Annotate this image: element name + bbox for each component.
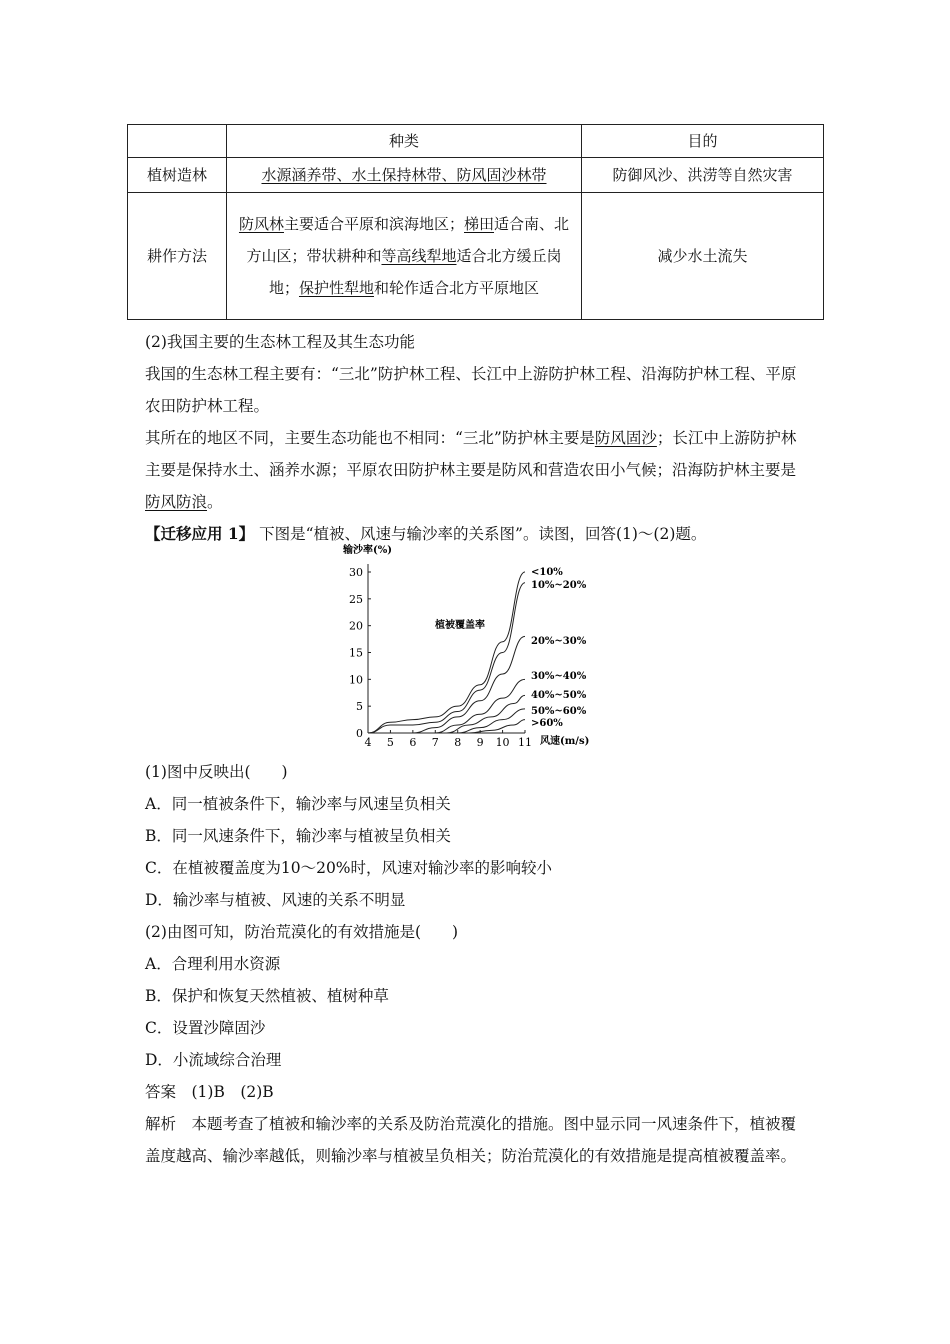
sub-heading: (2)我国主要的生态林工程及其生态功能 xyxy=(145,333,415,351)
question: (2)由图可知，防治荒漠化的有效措施是( ) xyxy=(145,923,459,941)
y-tick-label: 0 xyxy=(356,727,363,740)
option: D．输沙率与植被、风速的关系不明显 xyxy=(145,891,406,909)
series-line xyxy=(469,720,525,733)
types-text: 适合北方缓丘岗地； xyxy=(268,247,562,297)
x-tick-label: 9 xyxy=(476,736,484,749)
x-tick-label: 8 xyxy=(454,736,462,749)
row-types xyxy=(227,158,582,193)
analysis: 解析 本题考查了植被和输沙率的关系及防治荒漠化的措施。图中显示同一风速条件下，植被覆盖度越高、输沙率越低，则输沙率与植被呈负相关；防治荒漠化的有效措施是提高植被覆盖率。 xyxy=(145,1115,797,1165)
underlined-term: 梯田 xyxy=(464,215,495,233)
x-tick-label: 11 xyxy=(518,736,532,749)
underlined-types: 水源涵养带、水土保持林带、防风固沙林带 xyxy=(261,166,547,184)
x-tick-label: 6 xyxy=(409,736,417,749)
series-label: 20%~30% xyxy=(531,636,587,647)
row-label: 植树造林 xyxy=(128,158,227,193)
exercise-text: 下图是“植被、风速与输沙率的关系图”。读图，回答(1)～(2)题。 xyxy=(259,525,707,543)
y-tick-label: 25 xyxy=(349,592,363,606)
underlined-term: 保护性犁地 xyxy=(298,279,374,297)
series-label: 30%~40% xyxy=(531,671,587,682)
option: D．小流域综合治理 xyxy=(145,1051,282,1069)
series-label: <10% xyxy=(531,567,563,578)
table-header-cell xyxy=(128,125,227,158)
para-text: 。 xyxy=(207,493,223,511)
measures-table xyxy=(127,124,824,320)
table-header-cell: 种类 xyxy=(227,125,582,158)
types-text: 适合南、北方山区；带状耕种和 xyxy=(246,215,570,265)
table-row xyxy=(128,158,824,193)
y-tick-label: 20 xyxy=(349,619,363,633)
x-tick-label: 4 xyxy=(364,736,372,749)
option: B．同一风速条件下，输沙率与植被呈负相关 xyxy=(145,827,451,845)
table-row xyxy=(128,193,824,320)
underlined-term: 防风固沙 xyxy=(594,429,657,447)
row-types xyxy=(227,193,582,320)
paragraph: 我国的生态林工程主要有：“三北”防护林工程、长江中上游防护林工程、沿海防护林工程、平原农田防护林工程。 xyxy=(145,365,797,415)
y-axis-label: 输沙率(%) xyxy=(343,545,392,556)
x-tick-label: 10 xyxy=(495,736,510,749)
exercise-label: 【迁移应用 1】 xyxy=(145,524,255,543)
x-axis-label: 风速(m/s) xyxy=(540,736,590,747)
para-text: ；长江中上游防护林主要是保持水土、涵养水源；平原农田防护林主要是防风和营造农田小气候；沿海防护林主要是 xyxy=(145,429,797,479)
answer: 答案 (1)B (2)B xyxy=(145,1083,274,1101)
types-text: 主要适合平原和滨海地区； xyxy=(283,215,464,233)
y-tick-label: 30 xyxy=(349,566,363,579)
x-tick-label: 7 xyxy=(431,736,439,749)
chart-lines xyxy=(368,572,525,733)
option: B．保护和恢复天然植被、植树种草 xyxy=(145,987,389,1005)
underlined-term: 防风防浪 xyxy=(145,493,208,511)
option: C．设置沙障固沙 xyxy=(145,1019,266,1037)
chart-legend xyxy=(531,567,587,729)
table-header-cell: 目的 xyxy=(582,125,824,158)
x-tick-label: 5 xyxy=(386,736,394,749)
row-purpose: 减少水土流失 xyxy=(582,193,824,320)
series-label: 50%~60% xyxy=(531,706,587,717)
y-tick-label: 15 xyxy=(349,646,363,660)
series-label: >60% xyxy=(531,718,563,729)
chart-title: 植被覆盖率 xyxy=(435,620,485,631)
ecology-section xyxy=(145,326,810,518)
row-purpose: 防御风沙、洪涝等自然灾害 xyxy=(582,158,824,193)
questions xyxy=(145,756,810,1172)
series-label: 10%~20% xyxy=(531,580,587,591)
paragraph xyxy=(145,422,810,518)
option: C．在植被覆盖度为10～20%时，风速对输沙率的影响较小 xyxy=(145,859,553,877)
underlined-term: 防风林 xyxy=(238,215,284,233)
option: A．同一植被条件下，输沙率与风速呈负相关 xyxy=(145,795,451,813)
series-line xyxy=(368,583,525,733)
question: (1)图中反映出( ) xyxy=(145,763,288,781)
option: A．合理利用水资源 xyxy=(145,955,281,973)
series-label: 40%~50% xyxy=(531,690,587,701)
table-header-row xyxy=(128,125,824,158)
sand-transport-chart xyxy=(335,540,615,750)
row-label: 耕作方法 xyxy=(128,193,227,320)
types-text: 和轮作适合北方平原地区 xyxy=(374,279,540,297)
para-text: 其所在的地区不同，主要生态功能也不相同：“三北”防护林主要是 xyxy=(145,429,595,447)
underlined-term: 等高线犁地 xyxy=(381,247,457,265)
y-tick-label: 5 xyxy=(356,700,363,714)
y-tick-label: 10 xyxy=(349,673,363,687)
